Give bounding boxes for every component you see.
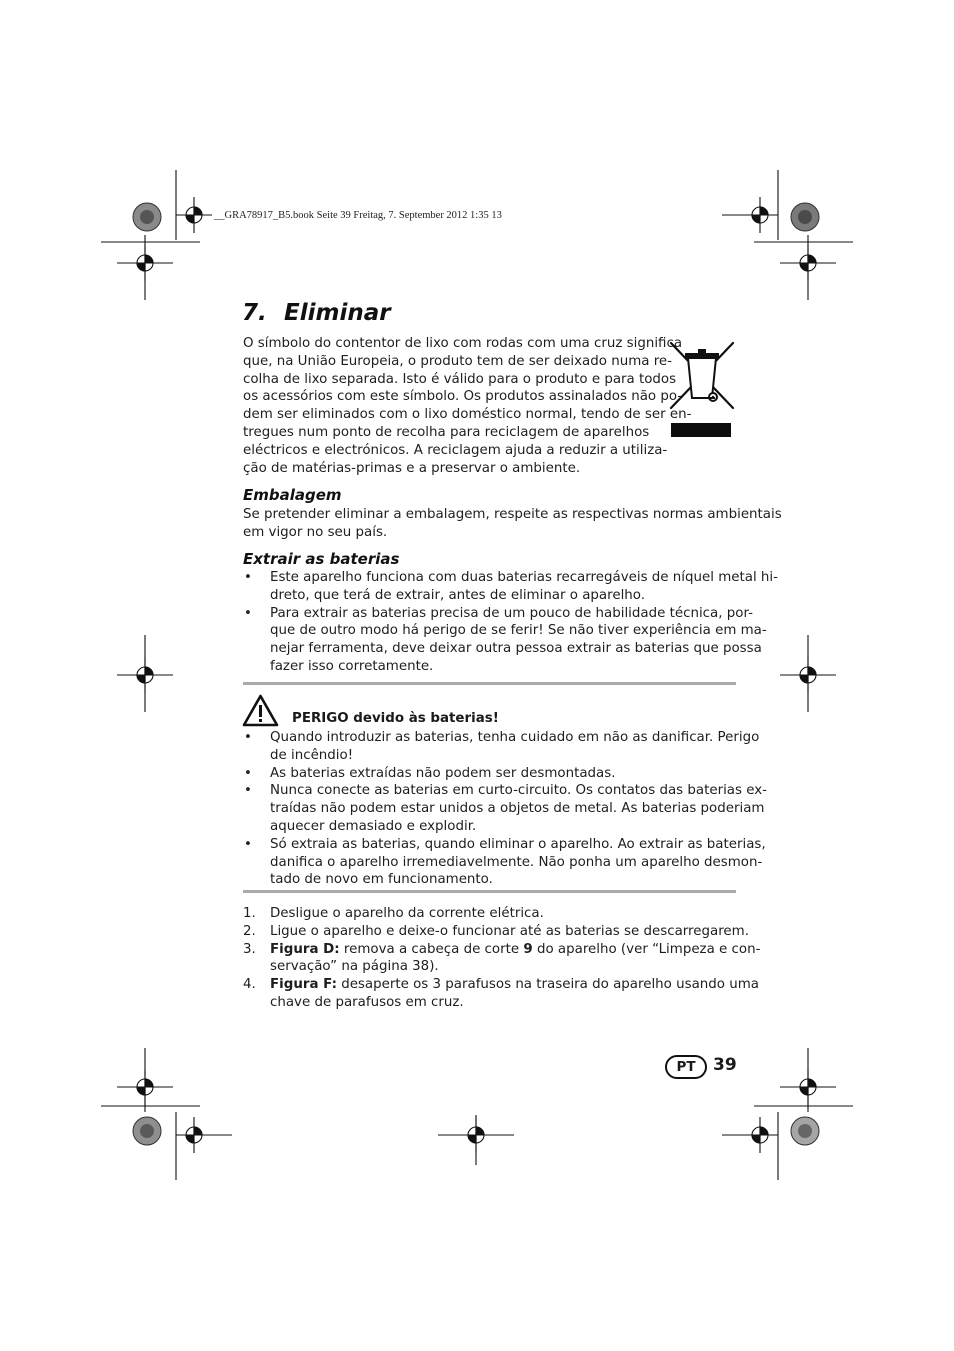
intro-line: os acessórios com este símbolo. Os produtos assinalados não po- (243, 389, 683, 405)
warning-triangle-icon (242, 694, 279, 727)
list-item-line: As baterias extraídas não podem ser desmontadas. (270, 765, 616, 781)
batteries-list (243, 569, 778, 676)
page-number: 39 (713, 1055, 737, 1075)
step-text: remova a cabeça de corte (339, 941, 524, 957)
bullet: • (244, 765, 252, 781)
figure-ref: Figura F: (270, 977, 337, 993)
intro-line: dem ser eliminados com o lixo doméstico normal, tendo de ser en- (243, 407, 692, 423)
step-line: Desligue o aparelho da corrente elétrica. (270, 906, 544, 921)
step-text: do aparelho (ver “Limpeza e con- (532, 941, 761, 957)
packaging-line: em vigor no seu país. (243, 524, 388, 540)
part-number: 9 (523, 941, 533, 957)
list-item-line: nejar ferramenta, deve deixar outra pessoa extrair as baterias que possa (270, 641, 762, 657)
section-heading (242, 300, 391, 326)
step-item (243, 976, 759, 1012)
step-number: 2. (243, 923, 256, 939)
list-item-line: de incêndio! (270, 747, 354, 763)
list-item-line: Quando introduzir as baterias, tenha cuidado em não as danificar. Perigo (270, 730, 760, 745)
list-item (243, 836, 766, 889)
warning-bottom-rule (243, 890, 736, 893)
step-number: 3. (243, 941, 256, 957)
intro-line: eléctricos e electrónicos. A reciclagem ajuda a reduzir a utiliza- (243, 442, 668, 458)
step-line: servação” na página 38). (270, 959, 439, 975)
warning-top-rule (243, 682, 736, 685)
list-item-line: fazer isso corretamente. (270, 658, 434, 674)
list-item-line: aquecer demasiado e explodir. (270, 818, 477, 834)
print-header: __GRA78917_B5.book Seite 39 Freitag, 7. September 2012 1:35 13 (214, 210, 502, 221)
intro-paragraph (243, 335, 692, 477)
list-item-line: traídas não podem estar unidos a objetos de metal. As baterias poderiam (270, 801, 765, 817)
list-item-line: tado de novo em funcionamento. (270, 872, 493, 888)
step-number: 4. (243, 977, 256, 993)
list-item-line: danifica o aparelho irremediavelmente. Não ponha um aparelho desmon- (270, 854, 763, 870)
section-number: 7. (242, 300, 267, 326)
step-text: desaperte os 3 parafusos na traseira do aparelho usando uma (336, 977, 759, 993)
step-line: Ligue o aparelho e deixe-o funcionar até as baterias se descarregarem. (270, 923, 749, 939)
list-item-line: que de outro modo há perigo de se ferir! Se não tiver experiência em ma- (270, 623, 767, 639)
intro-line: ção de matérias-primas e a preservar o ambiente. (243, 460, 581, 476)
list-item (243, 782, 768, 835)
list-item (243, 569, 778, 605)
list-item (243, 765, 737, 783)
step-item (243, 941, 761, 977)
warning-title: PERIGO devido às baterias! (292, 711, 499, 726)
bullet: • (244, 836, 252, 852)
intro-line: O símbolo do contentor de lixo com rodas com uma cruz significa (243, 336, 683, 351)
bullet: • (244, 730, 252, 745)
intro-line: tregues num ponto de recolha para reciclagem de aparelhos (243, 424, 650, 440)
crossed-out-wheelie-bin-icon (666, 340, 738, 414)
list-item (243, 729, 760, 765)
bullet: • (244, 570, 252, 585)
step-item (243, 905, 737, 923)
packaging-line: Se pretender eliminar a embalagem, respeite as respectivas normas ambientais (243, 507, 782, 522)
step-number: 1. (243, 906, 256, 921)
step-item (243, 923, 749, 941)
section-title: Eliminar (284, 300, 391, 326)
language-badge: PT (665, 1055, 707, 1079)
steps-list (243, 905, 761, 1012)
list-item (243, 605, 767, 676)
warning-list (243, 729, 768, 889)
packaging-paragraph (243, 506, 782, 542)
intro-line: que, na União Europeia, o produto tem de ser deixado numa re- (243, 353, 672, 369)
list-item-line: Este aparelho funciona com duas baterias recarregáveis de níquel metal hi- (270, 570, 778, 585)
step-line: chave de parafusos em cruz. (270, 994, 464, 1010)
figure-ref: Figura D: (270, 941, 340, 957)
list-item-line: dreto, que terá de extrair, antes de eliminar o aparelho. (270, 587, 646, 603)
bullet: • (244, 783, 252, 799)
intro-line: colha de lixo separada. Isto é válido para o produto e para todos (243, 371, 677, 387)
list-item-line: Nunca conecte as baterias em curto-circuito. Os contatos das baterias ex- (270, 783, 768, 799)
batteries-heading: Extrair as baterias (243, 550, 400, 568)
list-item-line: Para extrair as baterias precisa de um pouco de habilidade técnica, por- (270, 605, 753, 621)
packaging-heading: Embalagem (243, 486, 342, 504)
weee-bar (671, 423, 731, 437)
bullet: • (244, 605, 252, 621)
list-item-line: Só extraia as baterias, quando eliminar o aparelho. Ao extrair as baterias, (270, 836, 766, 852)
